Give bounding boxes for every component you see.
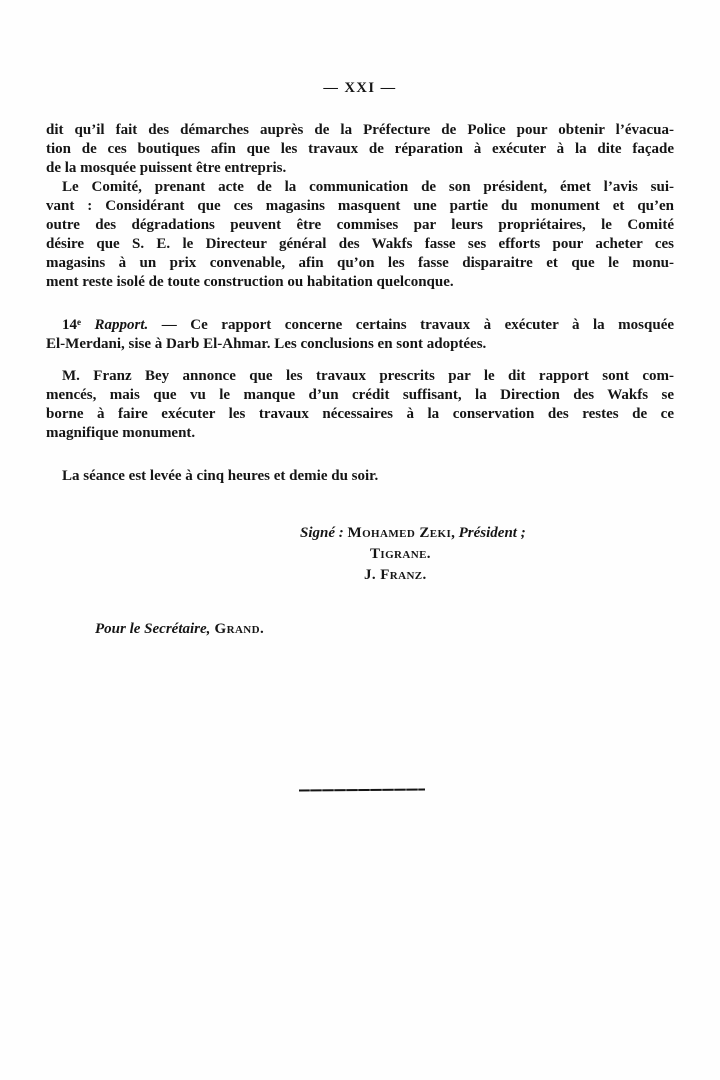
text-line: [46, 178, 674, 197]
text-segment: e: [77, 317, 81, 327]
signature-line-franz: J. Franz.: [364, 567, 427, 583]
text-line: [46, 140, 674, 159]
page-number: — XXI —: [323, 80, 397, 96]
text-segment: La séance est levée à cinq heures et demie du soir.: [62, 468, 379, 484]
text-segment: dit qu’il fait des démarches auprès de la Préfecture de Police pour obtenir l’évacua-: [46, 122, 674, 138]
text-line: [46, 386, 674, 405]
text-line: [46, 313, 674, 335]
text-line: [46, 235, 674, 254]
text-segment: M. Franz Bey annonce que les travaux prescrits par le dit rapport sont com-: [62, 368, 674, 384]
text-segment: magasins à un prix convenable, afin qu’on les fasse disparaitre et que le monu-: [46, 255, 674, 271]
text-line: [46, 197, 674, 216]
para-continuation: [46, 121, 674, 178]
para-franz-bey: [46, 367, 674, 443]
president-title: Président: [458, 525, 517, 541]
text-line: [46, 216, 674, 235]
text-segment: outre des dégradations peuvent être commises par leurs propriétaires, le Comité: [46, 217, 674, 233]
end-of-section-rule: [299, 789, 425, 792]
text-segment: borne à faire exécuter les travaux nécessaires à la conservation des restes de ce: [46, 406, 674, 422]
signature-block: [46, 523, 674, 586]
text-segment: 14: [62, 317, 77, 333]
separator: ,: [451, 525, 459, 541]
text-segment: vant : Considérant que ces magasins masquent une partie du monument et qu’en: [46, 198, 674, 214]
secretary-name: Grand.: [210, 621, 265, 637]
text-line: [46, 159, 674, 178]
text-line: [46, 121, 674, 140]
text-segment: ment reste isolé de toute construction ou habitation quelconque.: [46, 274, 454, 290]
text-line: [46, 254, 674, 273]
text-segment: Le Comité, prenant acte de la communication de son président, émet l’avis sui-: [62, 179, 674, 195]
text-line: [46, 273, 674, 292]
text-segment: magnifique monument.: [46, 425, 196, 441]
para-comite: [46, 178, 674, 292]
signature-line-president: [300, 523, 674, 544]
text-line: [46, 367, 674, 386]
text-segment: — Ce rapport concerne certains travaux à exécuter à la mosquée: [148, 317, 675, 333]
text-segment: désire que S. E. le Directeur général des Wakfs fasse ses efforts pour acheter ces: [46, 236, 674, 252]
terminator: ;: [516, 525, 526, 541]
text-segment: de la mosquée puissent être entrepris.: [46, 160, 287, 176]
text-line: [46, 424, 674, 443]
secretary-signature: [95, 620, 674, 639]
signed-label: Signé :: [300, 525, 348, 541]
text-line: [46, 335, 674, 354]
text-line: [46, 467, 674, 486]
text-line: [46, 405, 674, 424]
text-segment: El-Merdani, sise à Darb El-Ahmar. Les conclusions en sont adoptées.: [46, 336, 487, 352]
president-name: Mohamed Zeki: [347, 525, 452, 541]
document-body: [46, 121, 674, 639]
signature-line-tigrane: Tigrane.: [370, 546, 431, 562]
text-segment: Rapport.: [94, 317, 149, 333]
secretary-label: Pour le Secrétaire,: [95, 621, 211, 637]
text-segment: mencés, mais que vu le manque d’un crédit suffisant, la Direction des Wakfs se: [46, 387, 674, 403]
text-segment: [81, 317, 95, 333]
text-segment: tion de ces boutiques afin que les travaux de réparation à exécuter à la dite façade: [46, 141, 674, 157]
para-rapport-14: [46, 313, 674, 354]
para-seance: [46, 467, 674, 486]
